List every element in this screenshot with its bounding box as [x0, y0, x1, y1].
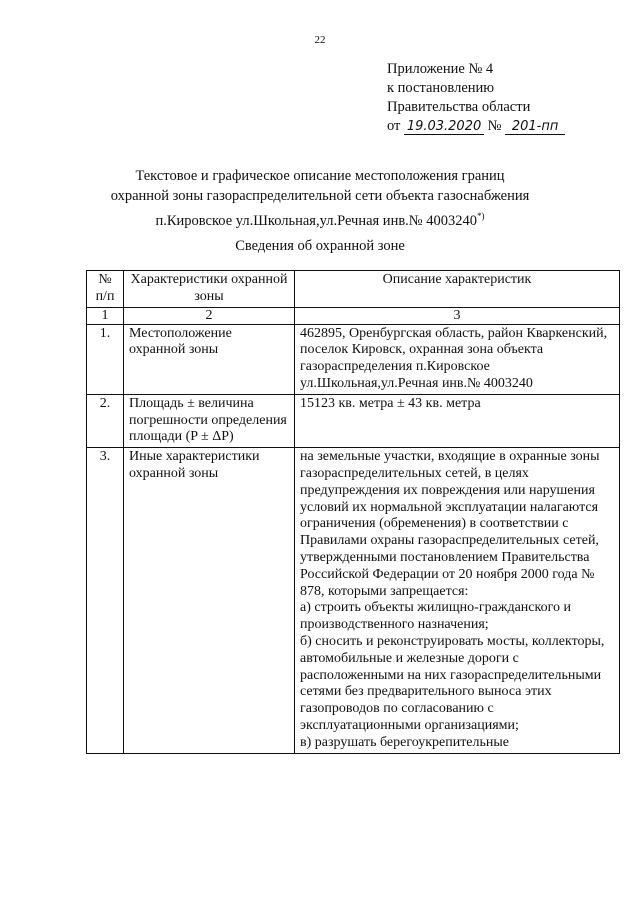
zone-table [86, 270, 620, 754]
table-row [87, 394, 620, 447]
row-characteristic: Площадь ± величина погрешности определения площади (P ± ΔP) [124, 394, 295, 447]
description-paragraph: 15123 кв. метра ± 43 кв. метра [300, 395, 481, 411]
number-prefix: № [487, 118, 502, 134]
description-paragraph: на земельные участки, входящие в охранные зоны газораспределительных сетей, в целях предупреждения их повреждения или нарушения условий их нормальной эксплуатации налагаются ограничения (обременения) в соответствии с Правилами охраны газораспределительных сетей, утвержденными постановлением Правительства Российской Федерации от 20 ноября 2000 года № 878, которыми запрещается: [300, 449, 600, 599]
row-number: 1. [87, 324, 124, 394]
date-prefix: от [387, 118, 401, 134]
header-characteristic: Характеристики охранной зоны [124, 271, 295, 308]
section-subtitle: Сведения об охранной зоне [235, 238, 405, 254]
appendix-line-2: к постановлению [387, 80, 495, 96]
column-number-2: 2 [124, 307, 295, 324]
title-line-3: п.Кировское ул.Школьная,ул.Речная инв.№ 4003240*) [155, 211, 485, 229]
description-paragraph: 462895, Оренбургская область, район Кваркенский, поселок Кировск, охранная зона объекта газораспределения п.Кировское ул.Школьная,ул.Речная инв.№ 4003240 [300, 325, 608, 391]
column-number-1: 1 [87, 307, 124, 324]
row-number: 3. [87, 448, 124, 753]
header-number: № п/п [87, 271, 124, 308]
footnote-mark: *) [477, 211, 485, 221]
title-line-1: Текстовое и графическое описание местоположения границ [135, 168, 505, 184]
row-characteristic: Иные характеристики охранной зоны [124, 448, 295, 753]
column-number-3: 3 [295, 307, 620, 324]
column-number-row [87, 307, 620, 324]
row-number: 2. [87, 394, 124, 447]
table-header-row [87, 271, 620, 308]
page-number: 22 [314, 34, 326, 46]
table-row [87, 448, 620, 753]
appendix-block [387, 60, 565, 136]
document-title [0, 166, 640, 231]
row-characteristic: Местоположение охранной зоны [124, 324, 295, 394]
row-description [295, 448, 620, 753]
description-item-b: б) сносить и реконструировать мосты, коллекторы, автомобильные и железные дороги с расположенными на них газораспределительными сетями без предварительного выноса этих газопроводов по согласованию с эксплуатационными организациями; [300, 633, 605, 733]
appendix-date-line [387, 117, 565, 136]
description-item-a: а) строить объекты жилищно-гражданского и производственного назначения; [300, 600, 571, 633]
handwritten-number: 201-пп [505, 120, 565, 135]
header-description: Описание характеристик [295, 271, 620, 308]
description-item-c: в) разрушать берегоукрепительные [300, 734, 510, 750]
appendix-line-1: Приложение № 4 [387, 61, 494, 77]
table-row [87, 324, 620, 394]
title-line-2: охранной зоны газораспределительной сети объекта газоснабжения [110, 188, 530, 204]
row-description [295, 394, 620, 447]
appendix-line-3: Правительства области [387, 99, 531, 115]
handwritten-date: 19.03.2020 [404, 120, 484, 135]
row-description [295, 324, 620, 394]
